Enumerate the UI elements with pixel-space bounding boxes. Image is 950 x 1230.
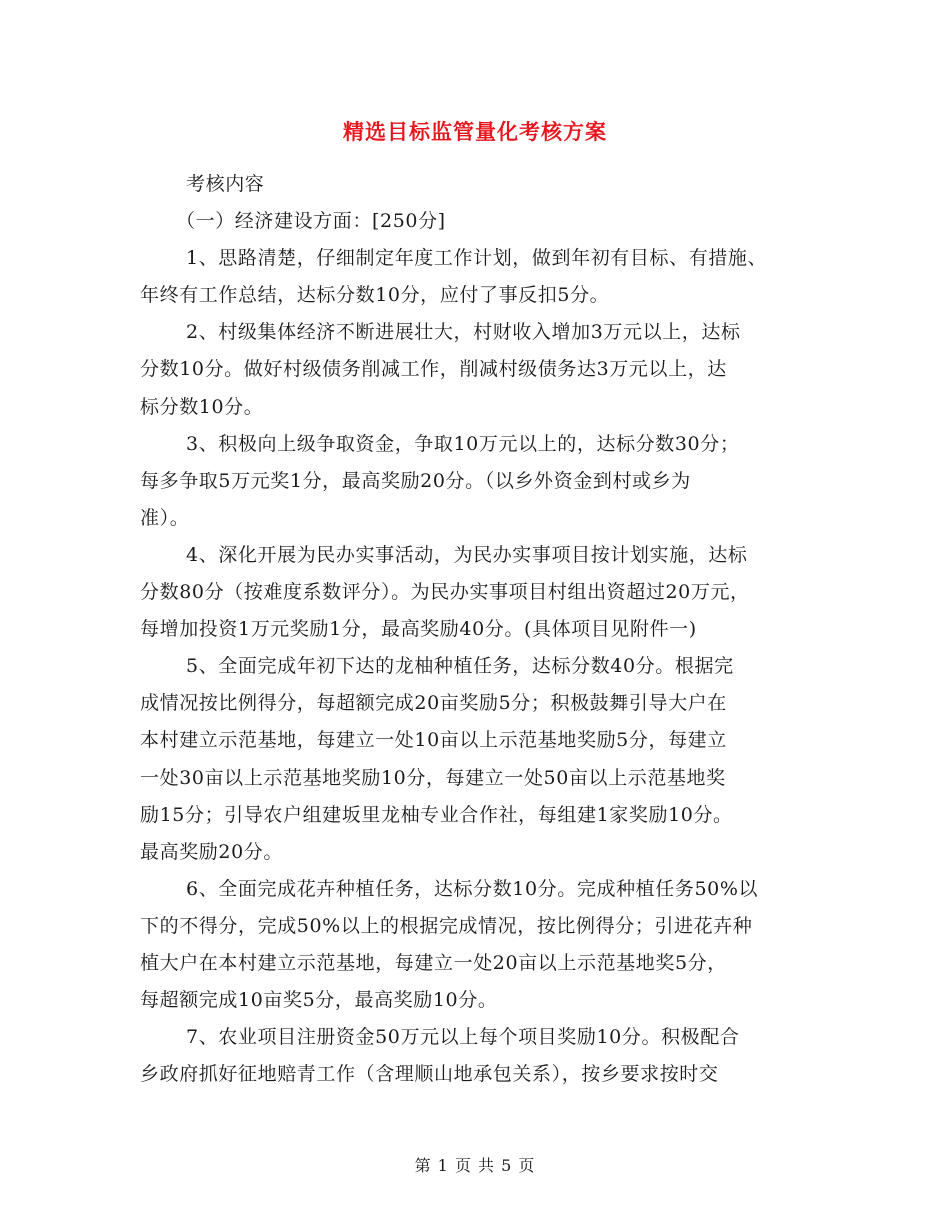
paragraph-line: 分数10分。做好村级债务削减工作，削减村级债务达3万元以上，达 [140, 358, 727, 381]
paragraph-line: 年终有工作总结，达标分数10分，应付了事反扣5分。 [140, 284, 610, 307]
paragraph-line: 标分数10分。 [140, 395, 264, 418]
paragraph-line: 分数80分（按难度系数评分）。为民办实事项目村组出资超过20万元， [140, 581, 750, 604]
paragraph-line: 最高奖励20分。 [140, 840, 283, 863]
page-number-footer: 第 1 页 共 5 页 [414, 1156, 536, 1175]
section-heading: 考核内容 [186, 173, 265, 195]
paragraph-line: 植大户在本村建立示范基地，每建立一处20亩以上示范基地奖5分， [140, 951, 727, 974]
paragraph-line: 励15分；引导农户组建坂里龙柚专业合作社，每组建1家奖励10分。 [140, 803, 733, 826]
paragraph-line: 成情况按比例得分，每超额完成20亩奖励5分；积极鼓舞引导大户在 [140, 692, 727, 715]
paragraph-line: 4、深化开展为民办实事活动，为民办实事项目按计划实施，达标 [186, 543, 748, 566]
paragraph-line: 5、全面完成年初下达的龙柚种植任务，达标分数40分。根据完 [186, 655, 734, 678]
paragraph-line: 乡政府抓好征地赔青工作（含理顺山地承包关系），按乡要求按时交 [140, 1063, 719, 1086]
paragraph-line: 2、村级集体经济不断进展壮大，村财收入增加3万元以上，达标 [186, 321, 741, 344]
paragraph-line: 每超额完成10亩奖5分，最高奖励10分。 [140, 989, 498, 1012]
paragraph-line: 1、思路清楚，仔细制定年度工作计划，做到年初有目标、有措施、 [186, 247, 768, 270]
paragraph-line: 7、农业项目注册资金50万元以上每个项目奖励10分。积极配合 [186, 1026, 740, 1049]
paragraph-line: 6、全面完成花卉种植任务，达标分数10分。完成种植任务50%以 [186, 877, 759, 900]
paragraph-line: 下的不得分，完成50%以上的根据完成情况，按比例得分；引进花卉种 [140, 914, 753, 937]
document-body [140, 166, 830, 1093]
paragraph-line: 本村建立示范基地，每建立一处10亩以上示范基地奖励5分，每建立 [140, 729, 727, 752]
paragraph-line: 每多争取5万元奖1分，最高奖励20分。（以乡外资金到村或乡为 [140, 469, 691, 492]
paragraph-line: 准）。 [140, 506, 190, 529]
paragraph-line: 3、积极向上级争取资金，争取10万元以上的，达标分数30分； [186, 432, 740, 455]
document-title: 精选目标监管量化考核方案 [343, 120, 607, 144]
paragraph-line: 每增加投资1万元奖励1分，最高奖励40分。(具体项目见附件一) [140, 618, 697, 641]
subsection-heading: （一）经济建设方面：[250分] [176, 210, 446, 233]
paragraph-line: 一处30亩以上示范基地奖励10分，每建立一处50亩以上示范基地奖 [140, 766, 726, 789]
